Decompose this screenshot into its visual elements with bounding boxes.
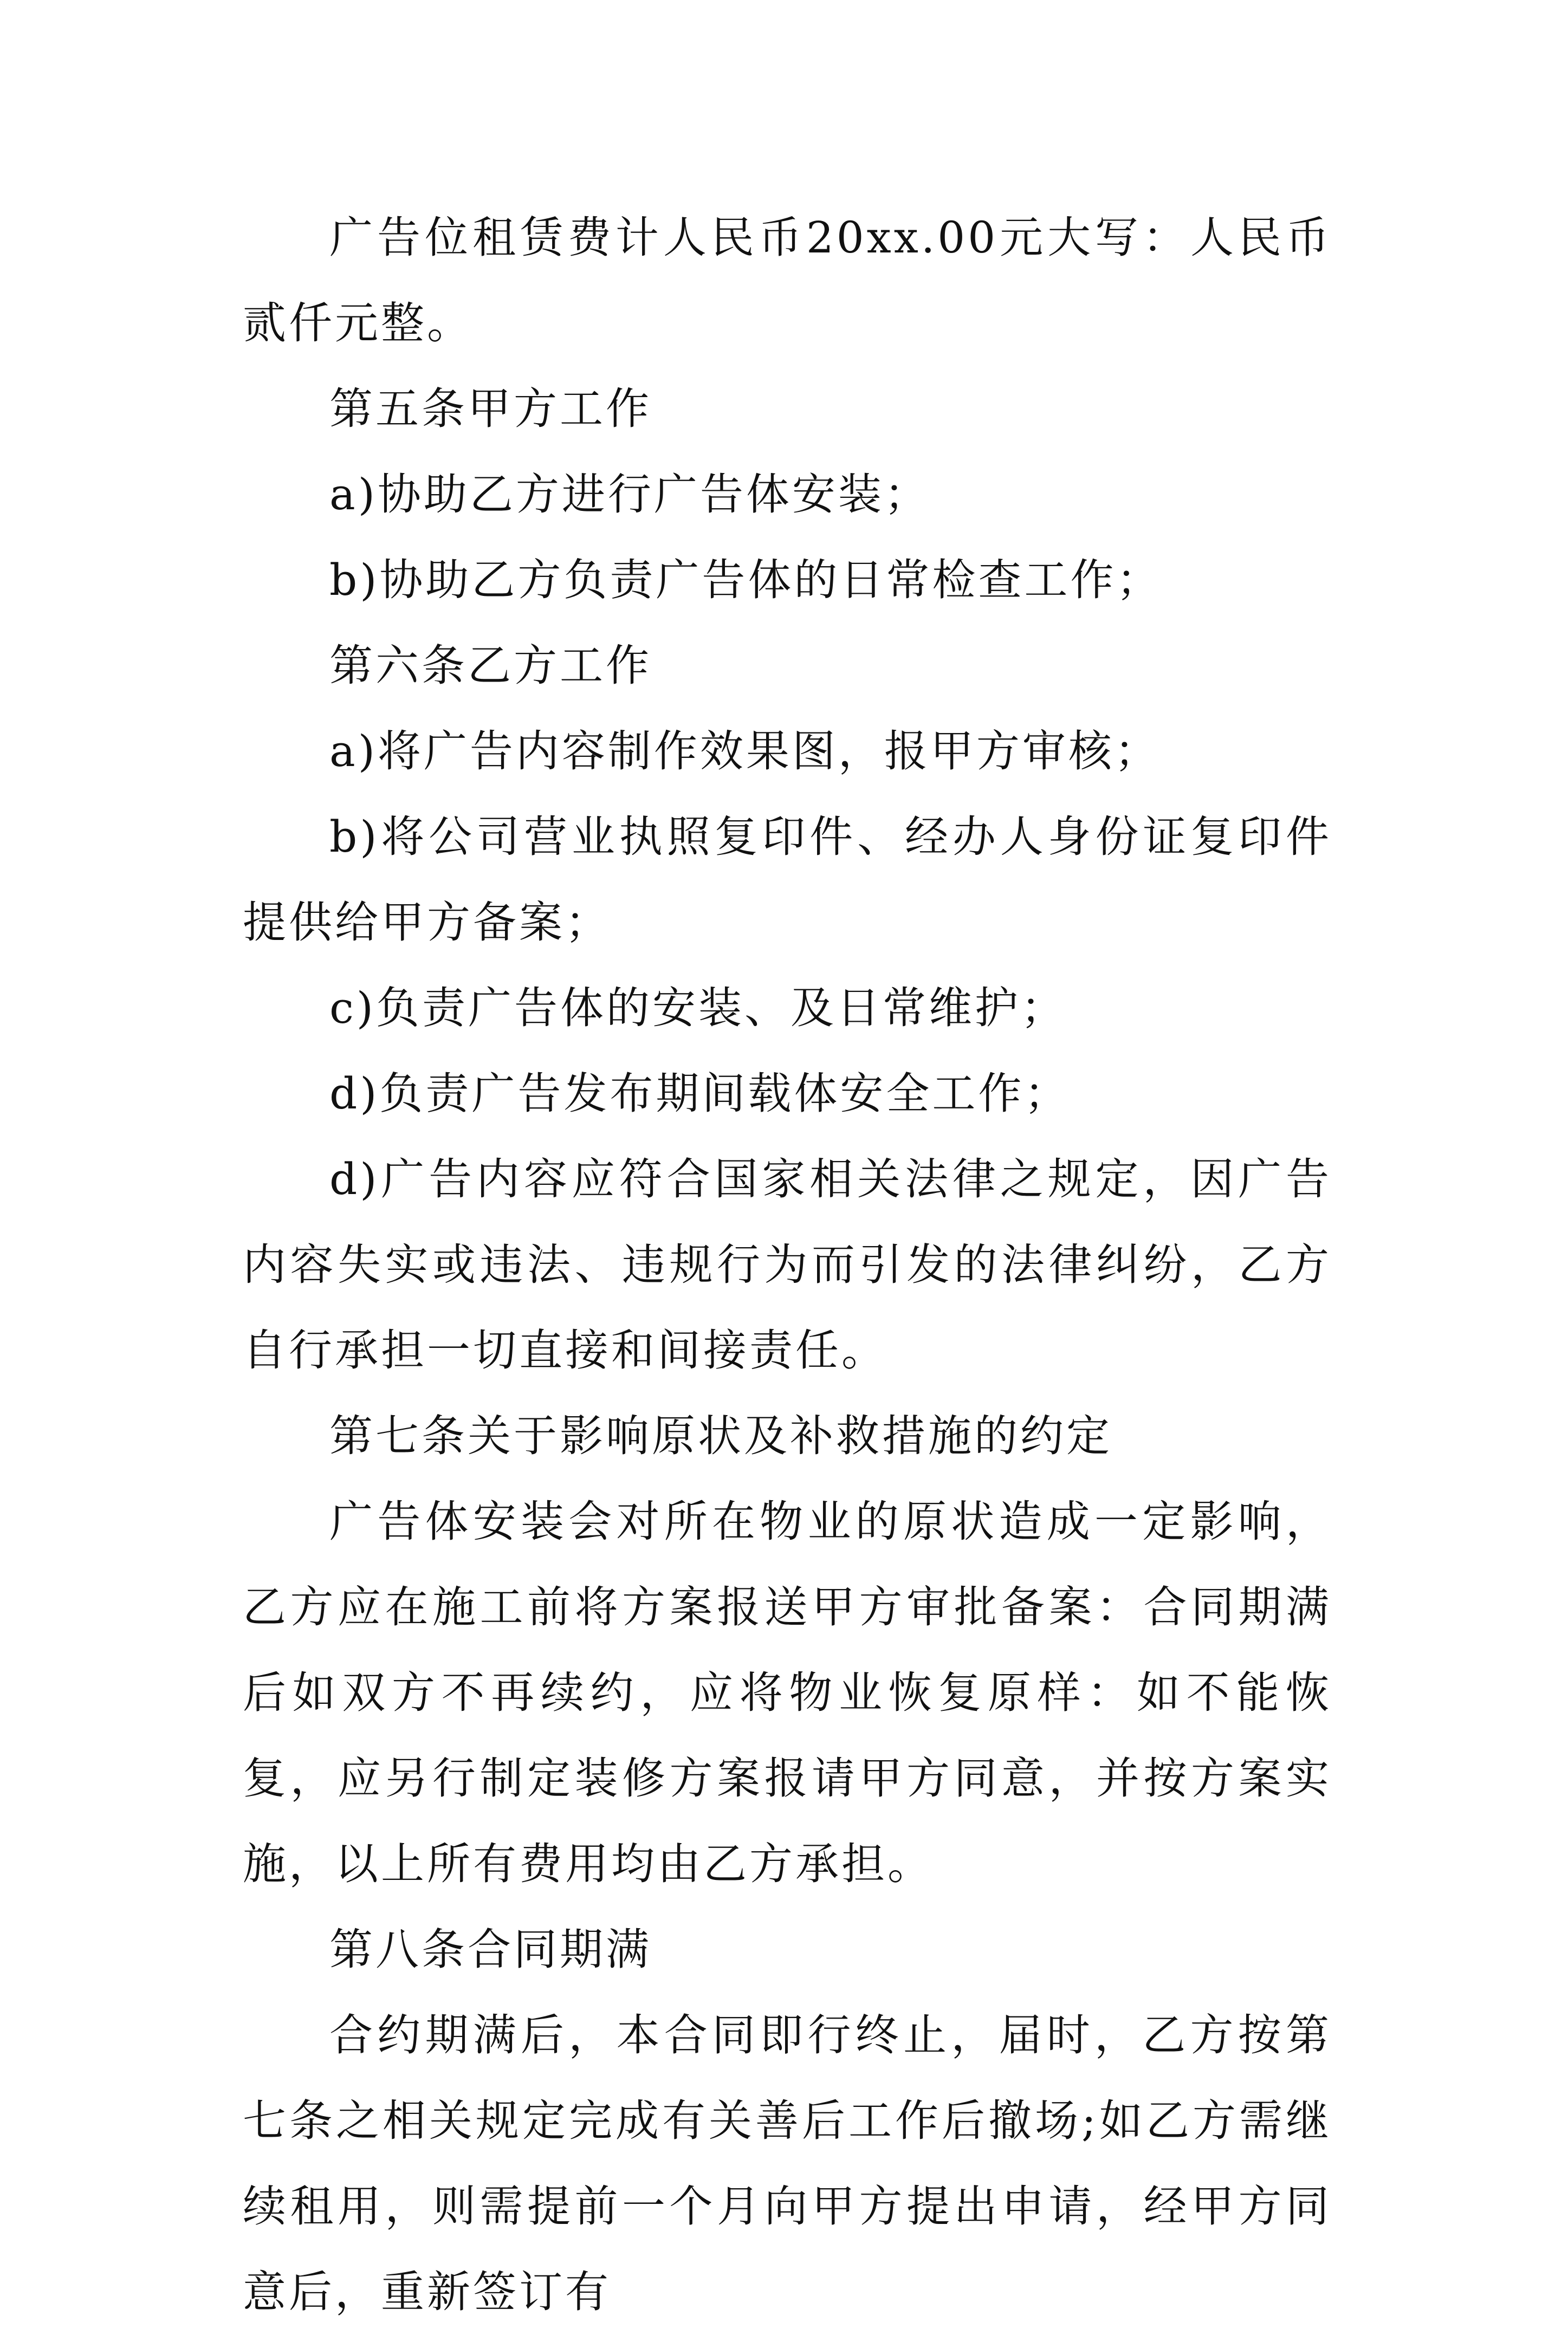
paragraph-6d: d)负责广告发布期间载体安全工作；: [329, 1068, 1071, 1119]
paragraph-5a: a)协助乙方进行广告体安装；: [329, 469, 930, 520]
heading-article-5: 第五条甲方工作: [329, 384, 652, 434]
paragraph-rent-fee: 广告位租赁费计人民币20xx.00元大写：人民币贰仟元整。: [243, 212, 1332, 348]
paragraph-6d-2: d)广告内容应符合国家相关法律之规定，因广告内容失实或违法、违规行为而引发的法律纠纷，乙方自行承担一切直接和间接责任。: [243, 1154, 1332, 1376]
paragraph-6c: c)负责广告体的安装、及日常维护；: [329, 983, 1067, 1033]
paragraph-6b: b)将公司营业执照复印件、经办人身份证复印件提供给甲方备案；: [243, 812, 1332, 948]
heading-article-8: 第八条合同期满: [329, 1924, 652, 1975]
paragraph-7-body: 广告体安装会对所在物业的原状造成一定影响，乙方应在施工前将方案报送甲方审批备案：合同期满后如双方不再续约，应将物业恢复原样：如不能恢复，应另行制定装修方案报请甲方同意，并按方案实施，以上所有费用均由乙方承担。: [243, 1496, 1332, 1889]
heading-article-6: 第六条乙方工作: [329, 640, 652, 691]
paragraph-6a: a)将广告内容制作效果图，报甲方审核；: [329, 726, 1161, 776]
paragraph-5b: b)协助乙方负责广告体的日常检查工作；: [329, 555, 1163, 605]
heading-article-7: 第七条关于影响原状及补救措施的约定: [329, 1411, 1112, 1461]
document-body: [243, 195, 1332, 2335]
paragraph-8-body: 合约期满后，本合同即行终止，届时，乙方按第七条之相关规定完成有关善后工作后撤场;如乙方需继续租用，则需提前一个月向甲方提出申请，经甲方同意后，重新签订有: [243, 2010, 1332, 2317]
